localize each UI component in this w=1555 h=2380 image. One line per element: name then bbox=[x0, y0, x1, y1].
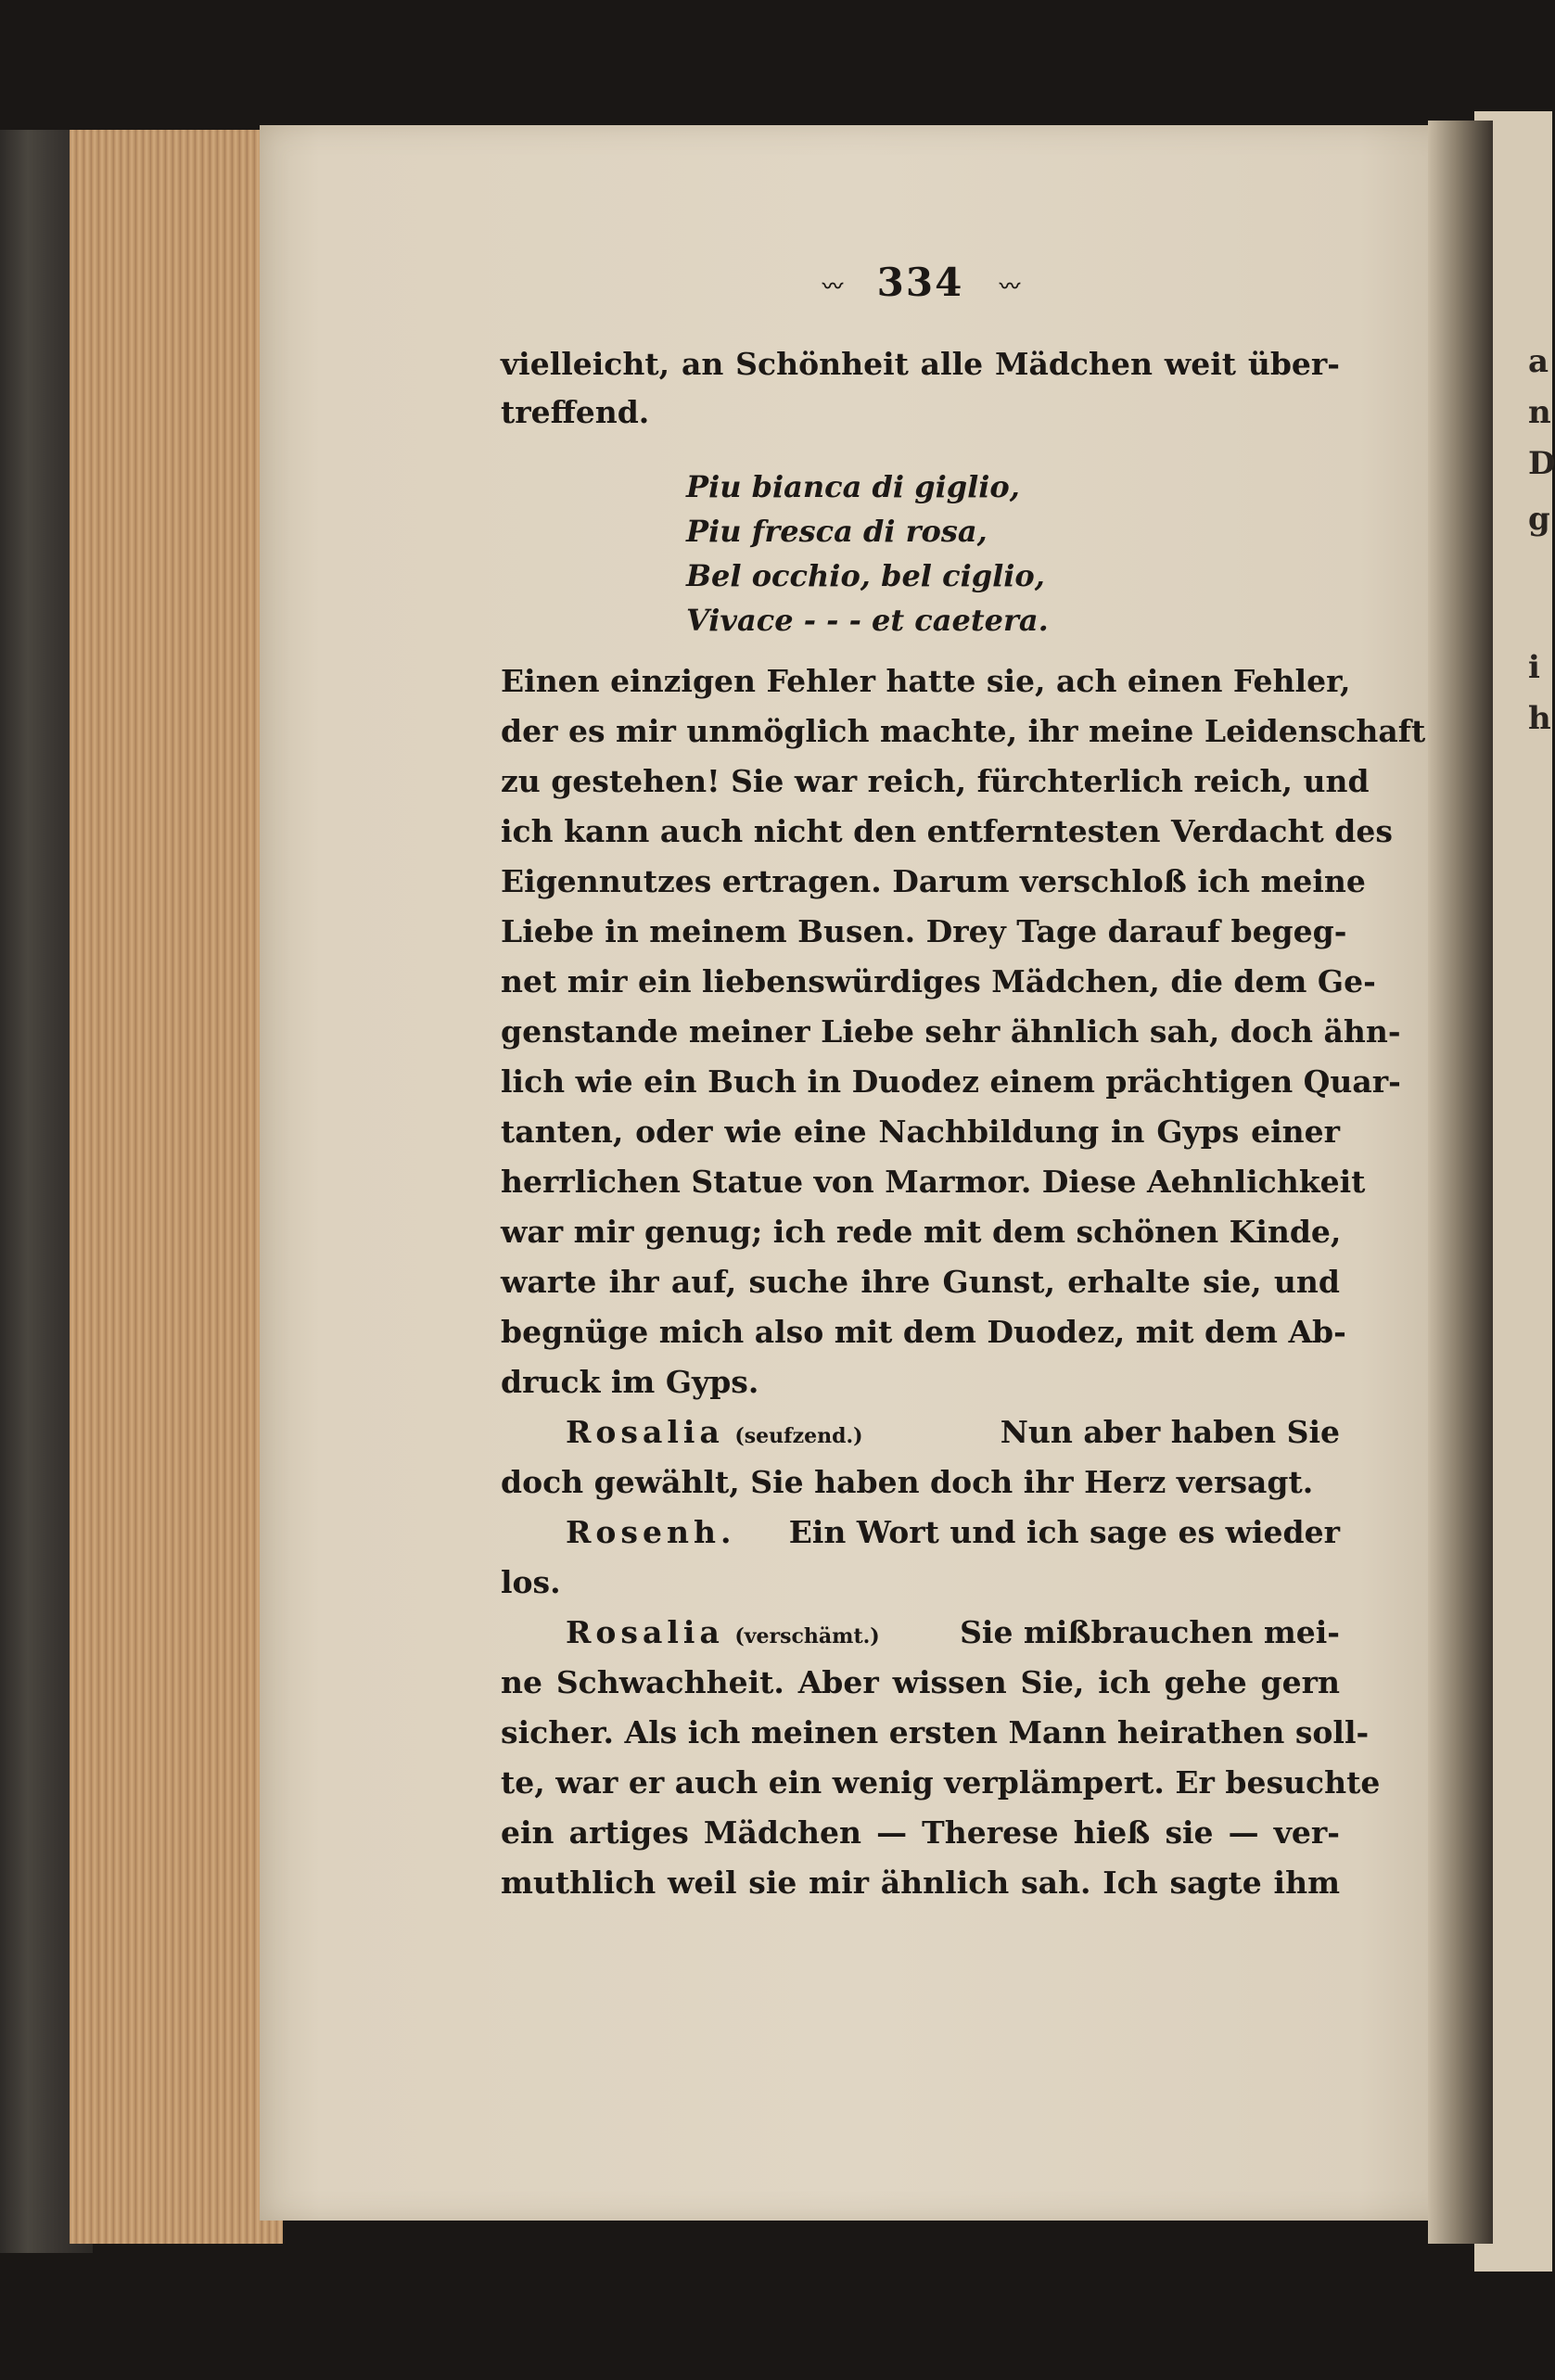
text-line: begnüge mich also mit dem Duodez, mit dem Ab- bbox=[501, 1314, 1346, 1350]
text-line: los. bbox=[501, 1564, 561, 1600]
text-line: net mir ein liebenswürdiges Mädchen, die dem Ge- bbox=[501, 963, 1376, 999]
text-line: ein artiges Mädchen — Therese hieß sie — ver- bbox=[501, 1814, 1340, 1851]
text-line: druck im Gyps. bbox=[501, 1364, 759, 1400]
facing-page-fragment: D bbox=[1528, 445, 1555, 482]
dialogue-text: Sie mißbrauchen mei- bbox=[960, 1614, 1340, 1650]
verse-line: Vivace - - - et caetera. bbox=[686, 603, 1049, 638]
text-line: der es mir unmöglich machte, ihr meine Leidenschaft bbox=[501, 713, 1426, 749]
verse-line: Piu fresca di rosa, bbox=[686, 514, 988, 549]
page-number: 334 bbox=[876, 260, 964, 305]
text-line: tanten, oder wie eine Nachbildung in Gyps einer bbox=[501, 1114, 1340, 1150]
text-line: sicher. Als ich meinen ersten Mann heirathen soll- bbox=[501, 1714, 1370, 1750]
verse-line: Piu bianca di giglio, bbox=[686, 469, 1020, 504]
facing-page-fragment: i bbox=[1528, 649, 1540, 686]
text-line: doch gewählt, Sie haben doch ihr Herz versagt. bbox=[501, 1464, 1314, 1500]
text-line: treffend. bbox=[501, 394, 650, 430]
verse-line: Bel occhio, bel ciglio, bbox=[686, 558, 1045, 593]
speaker-name: Rosalia bbox=[566, 1614, 724, 1650]
header-ornament-right: 〰 bbox=[999, 274, 1018, 299]
text-line: ich kann auch nicht den entferntesten Verdacht des bbox=[501, 813, 1393, 849]
text-line: Eigennutzes ertragen. Darum verschloß ich meine bbox=[501, 863, 1366, 899]
text-line: war mir genug; ich rede mit dem schönen Kinde, bbox=[501, 1214, 1342, 1250]
text-line: lich wie ein Buch in Duodez einem prächtigen Quar- bbox=[501, 1063, 1401, 1100]
page-edges bbox=[70, 130, 283, 2244]
dialogue-line bbox=[566, 1509, 1340, 1556]
text-line: Einen einzigen Fehler hatte sie, ach einen Fehler, bbox=[501, 663, 1351, 699]
dialogue-text: Nun aber haben Sie bbox=[1000, 1414, 1340, 1450]
page-gutter-shadow bbox=[1428, 121, 1493, 2244]
text-line: muthlich weil sie mir ähnlich sah. Ich sagte ihm bbox=[501, 1865, 1340, 1901]
text-line: zu gestehen! Sie war reich, fürchterlich reich, und bbox=[501, 763, 1370, 799]
dialogue-line bbox=[566, 1409, 1340, 1459]
facing-page-fragment: h bbox=[1528, 700, 1551, 737]
page-header bbox=[501, 260, 1340, 305]
dialogue-text: Ein Wort und ich sage es wieder bbox=[788, 1514, 1340, 1550]
text-line: te, war er auch ein wenig verplämpert. Er besuchte bbox=[501, 1764, 1381, 1801]
speaker-name: Rosenh. bbox=[566, 1514, 736, 1550]
text-line: ne Schwachheit. Aber wissen Sie, ich gehe gern bbox=[501, 1664, 1340, 1700]
dialogue-line bbox=[566, 1610, 1340, 1660]
text-line: Liebe in meinem Busen. Drey Tage darauf begeg- bbox=[501, 913, 1347, 949]
stage-direction: (verschämt.) bbox=[734, 1624, 880, 1648]
header-ornament-left: 〰 bbox=[822, 274, 842, 299]
facing-page-fragment: a bbox=[1528, 343, 1549, 380]
facing-page-fragment: g bbox=[1528, 501, 1550, 538]
text-line: warte ihr auf, suche ihre Gunst, erhalte sie, und bbox=[501, 1264, 1340, 1300]
text-line: herrlichen Statue von Marmor. Diese Aehnlichkeit bbox=[501, 1164, 1366, 1200]
speaker-name: Rosalia bbox=[566, 1414, 724, 1450]
facing-page-fragment: n bbox=[1528, 394, 1551, 431]
stage-direction: (seufzend.) bbox=[734, 1424, 863, 1448]
text-line: genstande meiner Liebe sehr ähnlich sah, doch ähn- bbox=[501, 1013, 1401, 1050]
text-line: vielleicht, an Schönheit alle Mädchen weit über- bbox=[501, 346, 1340, 382]
